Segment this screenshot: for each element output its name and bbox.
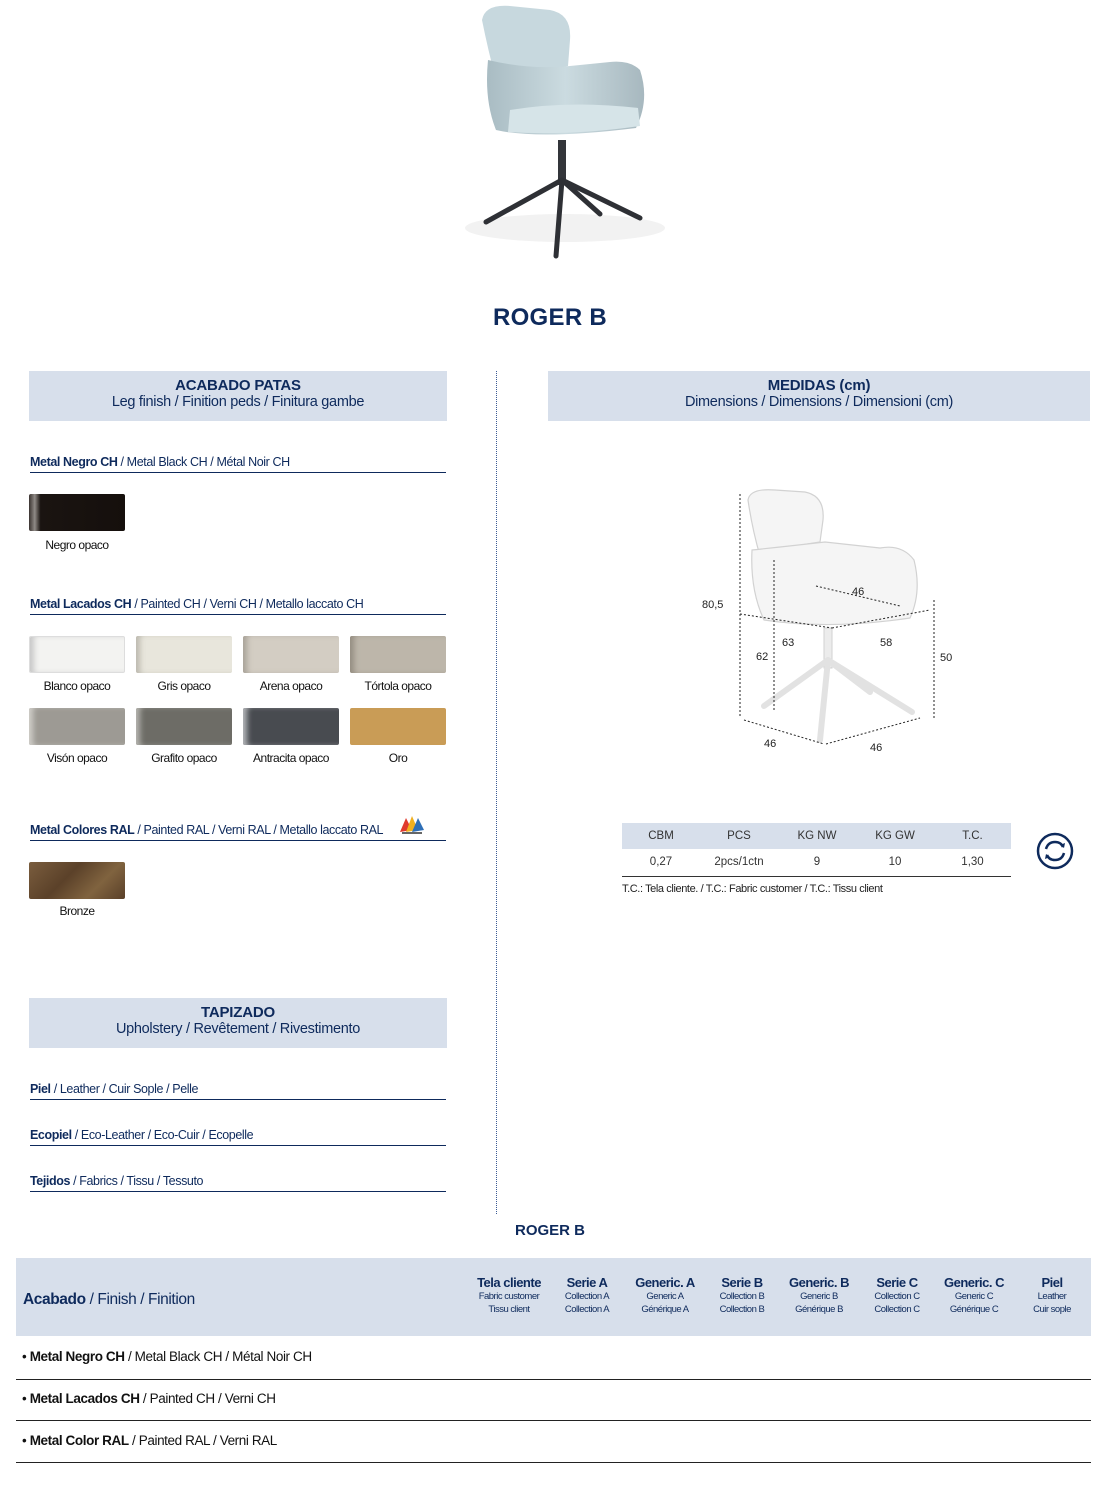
col-serie-a: Serie A Collection A Collection A [564,1275,610,1315]
swatch-label: Gris opaco [157,679,211,693]
swatch-tortola-opaco [350,636,446,693]
col-tela-cliente: Tela cliente Fabric customer Tissu client [477,1275,541,1315]
leg-finish-title: ACABADO PATAS [175,377,301,394]
price-row-metal-negro: • Metal Negro CH / Metal Black CH / Métal Noir CH [16,1349,1091,1380]
packing-header-kggw: KG GW [856,823,934,849]
packing-header-cbm: CBM [622,823,700,849]
price-table-title: ROGER B [514,1222,585,1239]
packing-value-kggw: 10 [856,849,934,876]
dimensions-subtitle: Dimensions / Dimensions / Dimensioni (cm) [684,394,954,410]
finish-group-metal-ral: Metal Colores RAL / Painted RAL / Verni RAL / Metallo laccato RAL [30,823,446,841]
col-generic-a: Generic. A Generic A Générique A [635,1275,695,1315]
dimensions-title: MEDIDAS (cm) [767,377,871,394]
finish-column-header: Acabado / Finish / Finition [23,1291,195,1308]
upholstery-title: TAPIZADO [201,1004,275,1021]
swatch-color [29,494,125,531]
column-divider [496,371,497,1214]
swatch-grafito-opaco [136,708,232,765]
upholstery-subtitle: Upholstery / Revêtement / Rivestimento [115,1021,361,1037]
dim-base-left: 46 [764,738,777,750]
col-generic-b: Generic. B Generic B Générique B [788,1275,850,1315]
upholstery-item-ecopiel: Ecopiel / Eco-Leather / Eco-Cuir / Ecopelle [30,1128,446,1146]
col-serie-b: Serie B Collection B Collection B [719,1275,765,1315]
swatch-label: Blanco opaco [43,679,111,693]
dim-width-top: 46 [852,586,865,598]
swatch-color [136,708,232,745]
finish-group-metal-lacados: Metal Lacados CH / Painted CH / Verni CH / Metallo laccato CH [30,597,446,615]
swatch-bronze [29,862,125,918]
swatch-color [136,636,232,673]
swatch-label: Arena opaco [259,679,323,693]
swatch-arena-opaco [243,636,339,693]
dim-arm-height: 62 [756,651,769,663]
swatch-label: Antracita opaco [253,751,329,765]
swatch-antracita-opaco [243,708,339,765]
swatch-negro-opaco [29,494,125,552]
swatch-blanco-opaco [29,636,125,693]
swatch-color [243,636,339,673]
swatch-color [29,636,125,673]
col-piel: Piel Leather Cuir sople [1033,1275,1071,1315]
swatch-label: Bronze [59,904,95,918]
swatch-color [29,708,125,745]
col-generic-c: Generic. C Generic C Générique C [943,1275,1005,1315]
swatch-label: Tórtola opaco [364,679,432,693]
dim-base-right: 46 [870,742,883,754]
packing-value-row [622,849,1011,876]
upholstery-item-tejidos: Tejidos / Fabrics / Tissu / Tessuto [30,1174,446,1192]
dim-depth-inner: 63 [782,637,795,649]
dim-depth-seat: 58 [880,637,893,649]
product-title: ROGER B [492,304,608,331]
swatch-label: Oro [388,751,408,765]
leg-finish-subtitle: Leg finish / Finition peds / Finitura gambe [111,394,365,410]
packing-note: T.C.: Tela cliente. / T.C.: Fabric customer / T.C.: Tissu client [622,883,883,895]
dim-total-height: 80,5 [702,599,724,611]
packing-value-pcs: 2pcs/1ctn [700,849,778,876]
swatch-oro [350,708,446,765]
leg-finish-header [29,371,447,421]
finish-group-metal-negro: Metal Negro CH / Metal Black CH / Métal Noir CH [30,455,446,473]
packing-header-row [622,823,1011,849]
swatch-label: Negro opaco [45,538,109,552]
ral-palette-icon [398,814,426,836]
swatch-label: Visón opaco [46,751,108,765]
swatch-gris-opaco [136,636,232,693]
col-serie-c: Serie C Collection C Collection C [874,1275,920,1315]
price-row-metal-ral: • Metal Color RAL / Painted RAL / Verni RAL [16,1433,1091,1463]
packing-value-kgnw: 9 [778,849,856,876]
swatch-color [350,708,446,745]
price-table-header [16,1258,1091,1336]
dimension-drawing [690,480,980,770]
swatch-color [243,708,339,745]
upholstery-item-piel: Piel / Leather / Cuir Sople / Pelle [30,1082,446,1100]
swatch-label: Grafito opaco [151,751,217,765]
swivel-icon [1036,832,1074,870]
swatch-vison-opaco [29,708,125,765]
packing-header-pcs: PCS [700,823,778,849]
packing-header-kgnw: KG NW [778,823,856,849]
packing-value-tc: 1,30 [934,849,1011,876]
price-row-metal-lacados: • Metal Lacados CH / Painted CH / Verni CH [16,1391,1091,1421]
product-photo [400,0,700,270]
dimensions-header [548,371,1090,421]
dim-seat-height: 50 [940,652,953,664]
upholstery-header [29,998,447,1048]
packing-table [622,823,1011,877]
swatch-color [350,636,446,673]
swatch-color [29,862,125,899]
packing-value-cbm: 0,27 [622,849,700,876]
packing-header-tc: T.C. [934,823,1011,849]
